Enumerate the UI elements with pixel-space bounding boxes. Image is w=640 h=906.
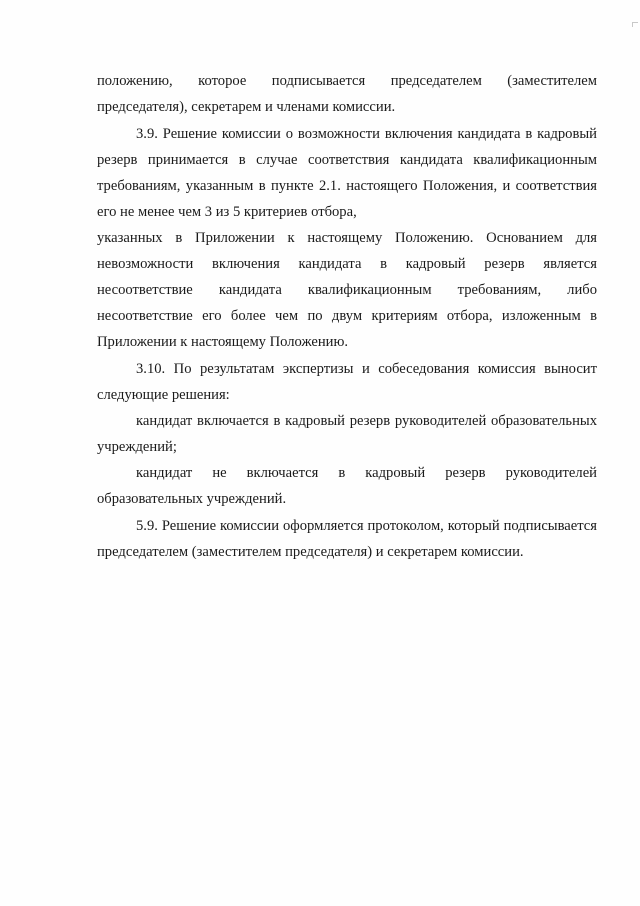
scan-corner-mark — [632, 22, 638, 27]
paragraph-3-9: 3.9. Решение комиссии о возможности включения кандидата в кадровый резерв принимается в случае соответствия кандидата квалификационным требованиям, указанным в пункте 2.1. настоящего Положения, и соответствия его не менее чем 3 из 5 критериев отбора, — [97, 126, 597, 220]
paragraph-3-9-continued: указанных в Приложении к настоящему Положению. Основанием для невозможности включения кандидата в кадровый резерв является несоответствие кандидата квалификационным требованиям, либо несоответствие его более чем по двум критериям отбора, изложенным в Приложении к настоящему Положению. — [97, 230, 597, 350]
document-body — [97, 68, 597, 565]
paragraph-5-9: 5.9. Решение комиссии оформляется протоколом, который подписывается председателем (заместителем председателя) и секретарем комиссии. — [97, 518, 597, 560]
decision-option-include: кандидат включается в кадровый резерв руководителей образовательных учреждений; — [97, 413, 597, 455]
paragraph-continuation: положению, которое подписывается председателем (заместителем председателя), секретарем и членами комиссии. — [97, 73, 597, 115]
decision-option-exclude: кандидат не включается в кадровый резерв руководителей образовательных учреждений. — [97, 465, 597, 507]
paragraph-3-10: 3.10. По результатам экспертизы и собеседования комиссия выносит следующие решения: — [97, 361, 597, 403]
